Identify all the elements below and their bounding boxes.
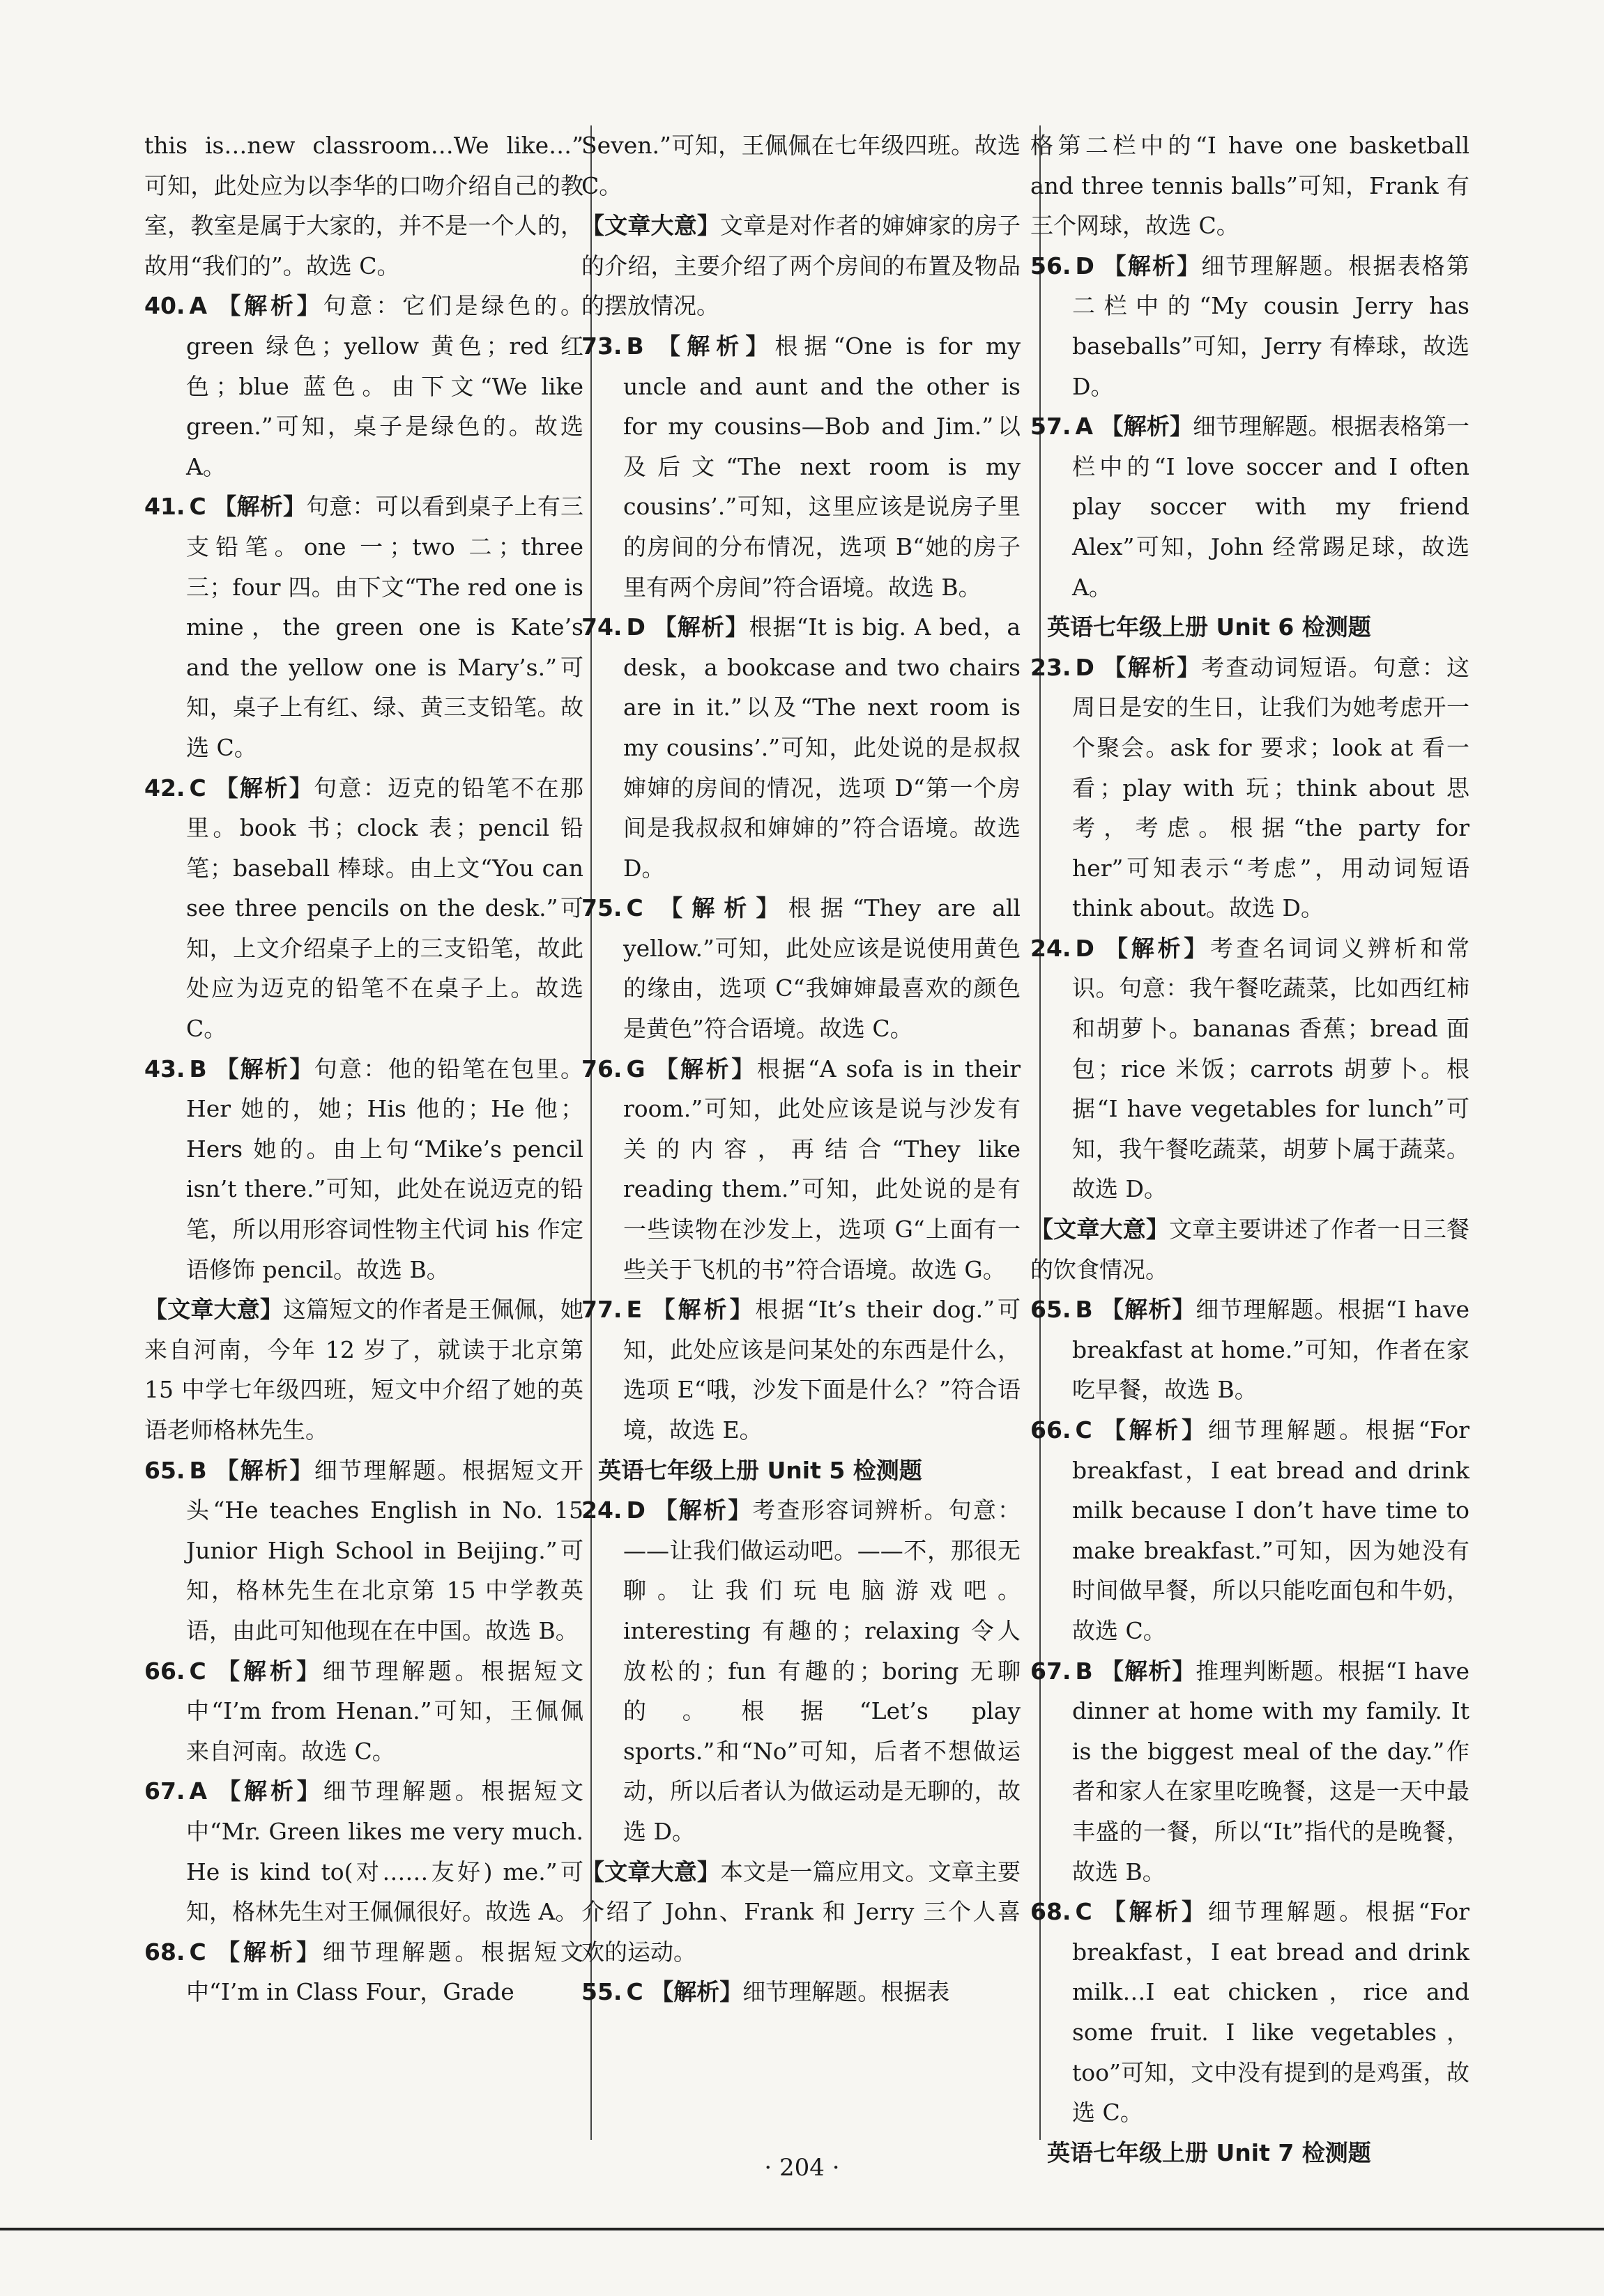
- analysis-text: 细节理解题。根据短文中“Mr. Green likes me very much. He is kind to(对……友好) me.”可知，格林先生对王佩佩很好。故选 A。: [186, 1777, 583, 1926]
- analysis-text: 考查动词短语。句意：这周日是安的生日，让我们为她考虑开一个聚会。ask for 要求；look at 看一看；play with 玩；think about 思考，考虑。根据“the party for her”可知表示“考虑”，用动词短语 think about。故选 D。: [1072, 653, 1470, 922]
- analysis-text: 细节理解题。根据“For breakfast，I eat bread and drink milk because I don’t have time to make breakfast.”可知，因为她没有时间做早餐，所以只能吃面包和牛奶，故选 C。: [1072, 1416, 1470, 1644]
- bottom-rule: [0, 2228, 1604, 2230]
- question-number: 43.: [144, 1055, 185, 1082]
- summary-text: 文章主要讲述了作者一日三餐的饮食情况。: [1030, 1216, 1470, 1283]
- question-number: 41.: [144, 493, 185, 521]
- answer-letter: A: [1075, 413, 1094, 441]
- question-number: 42.: [144, 774, 185, 802]
- answer-letter: C: [1075, 1898, 1092, 1926]
- continued-text: [581, 125, 1021, 206]
- analysis-tag: 【解析】: [653, 613, 749, 641]
- answer-item: [144, 1651, 583, 1772]
- answer-item: [144, 1932, 583, 2012]
- continued-text-body: this is…new classroom…We like…” 可知，此处应为以李华的口吻介绍自己的教室，教室是属于大家的，并不是一个人的，故用“我们的”。故选 C。: [144, 132, 583, 280]
- answer-letter: C: [189, 493, 206, 521]
- question-number: 55.: [581, 1978, 622, 2006]
- analysis-text: 根据“They are all yellow.”可知，此处应该是说使用黄色的缘由，选项 C“我婶婶最喜欢的颜色是黄色”符合语境。故选 C。: [623, 894, 1021, 1043]
- continued-text: [144, 125, 583, 286]
- question-number: 68.: [144, 1938, 185, 1966]
- answer-item: [581, 1490, 1021, 1851]
- analysis-tag: 【解析】: [655, 1055, 757, 1082]
- column-right: [1030, 125, 1469, 2173]
- analysis-text: 句意：它们是绿色的。green 绿色；yellow 黄色；red 红色；blue 蓝色。由下文“We like green.”可知，桌子是绿色的。故选 A。: [186, 292, 583, 480]
- answer-letter: C: [189, 1938, 206, 1966]
- article-summary: [144, 1289, 583, 1450]
- analysis-tag: 【解析】: [1101, 1296, 1196, 1324]
- answer-item: [581, 1289, 1021, 1450]
- analysis-text: 考查形容词辨析。句意：——让我们做运动吧。——不，那很无聊。让我们玩电脑游戏吧。interesting 有趣的；relaxing 令人放松的；fun 有趣的；boring 无聊的。根据“Let’s play sports.”和“No”可知，后者不想做运动，所以后者认为做运动是无聊的，故选 D。: [623, 1497, 1021, 1845]
- question-number: 40.: [144, 292, 185, 320]
- analysis-tag: 【解析】: [1103, 653, 1202, 681]
- analysis-tag: 【解析】: [1101, 1657, 1196, 1685]
- analysis-tag: 【解析】: [1103, 252, 1202, 280]
- answer-letter: A: [189, 1777, 208, 1805]
- analysis-tag: 【解析】: [1105, 934, 1210, 962]
- question-number: 24.: [1030, 934, 1071, 962]
- summary-tag: 【文章大意】: [581, 212, 720, 240]
- answer-letter: D: [626, 1497, 646, 1524]
- answer-letter: C: [626, 1978, 643, 2006]
- article-summary: [581, 1852, 1021, 1973]
- question-number: 77.: [581, 1296, 622, 1324]
- section-heading: 英语七年级上册 Unit 7 检测题: [1047, 2138, 1371, 2166]
- analysis-tag: 【解析】: [1102, 1898, 1208, 1926]
- answer-letter: B: [1075, 1657, 1093, 1685]
- analysis-tag: 【解析】: [657, 332, 775, 360]
- summary-text: 这篇短文的作者是王佩佩，她来自河南，今年 12 岁了，就读于北京第 15 中学七年级四班，短文中介绍了她的英语老师格林先生。: [144, 1296, 584, 1444]
- answer-item: [144, 1049, 583, 1290]
- answer-letter: A: [189, 292, 208, 320]
- answer-item: [1030, 246, 1469, 406]
- analysis-tag: 【解析】: [652, 1296, 756, 1324]
- answer-item: [581, 1972, 1021, 2012]
- analysis-text: 推理判断题。根据“I have dinner at home with my family. It is the biggest meal of the day.”作者和家人在家里吃晚餐，这是一天中最丰盛的一餐，所以“It”指代的是晚餐，故选 B。: [1072, 1657, 1470, 1885]
- analysis-tag: 【解析】: [650, 1978, 743, 2006]
- analysis-text: 句意：迈克的铅笔不在那里。book 书；clock 表；pencil 铅笔；baseball 棒球。由上文“You can see three pencils on the desk.”可知，上文介绍桌子上的三支铅笔，故此处应为迈克的铅笔不在桌子上。故选 C。: [186, 774, 584, 1043]
- answer-letter: C: [1075, 1416, 1092, 1444]
- article-summary: [581, 206, 1021, 326]
- answer-item: [581, 1049, 1021, 1290]
- answer-item: [144, 286, 583, 487]
- question-number: 57.: [1030, 413, 1071, 441]
- question-number: 74.: [581, 613, 622, 641]
- answer-letter: E: [626, 1296, 643, 1324]
- question-number: 56.: [1030, 252, 1071, 280]
- answer-item: [1030, 406, 1469, 607]
- answer-letter: B: [189, 1456, 207, 1484]
- answer-item: [1030, 1651, 1469, 1892]
- answer-letter: C: [626, 894, 643, 922]
- summary-tag: 【文章大意】: [144, 1296, 283, 1324]
- answer-item: [1030, 1289, 1469, 1410]
- analysis-text: 细节理解题。根据“For breakfast，I eat bread and drink milk…I eat chicken，rice and some fruit. I like vegetables，too”可知，文中没有提到的是鸡蛋，故选 C。: [1072, 1898, 1470, 2127]
- analysis-text: 根据“It is big. A bed，a desk，a bookcase and two chairs are in it.”以及“The next room is my cousins’.”可知，此处说的是叔叔婶婶的房间的情况，选项 D“第一个房间是我叔叔和婶婶的”符合语境。故选 D。: [623, 613, 1021, 882]
- question-number: 67.: [1030, 1657, 1071, 1685]
- analysis-tag: 【解析】: [215, 1456, 314, 1484]
- answer-item: [1030, 928, 1469, 1209]
- analysis-tag: 【解析】: [217, 1777, 323, 1805]
- answer-item: [144, 1451, 583, 1651]
- answer-letter: D: [1075, 252, 1094, 280]
- analysis-text: 根据“It’s their dog.”可知，此处应该是问某处的东西是什么，选项 E“哦，沙发下面是什么？”符合语境，故选 E。: [623, 1296, 1021, 1444]
- summary-tag: 【文章大意】: [581, 1858, 720, 1885]
- question-number: 66.: [1030, 1416, 1071, 1444]
- question-number: 68.: [1030, 1898, 1071, 1926]
- question-number: 65.: [144, 1456, 185, 1484]
- analysis-text: 细节理解题。根据短文中“I’m from Henan.”可知，王佩佩来自河南。故选 C。: [186, 1657, 584, 1765]
- analysis-tag: 【解析】: [654, 1497, 753, 1524]
- analysis-text: 细节理解题。根据“I have breakfast at home.”可知，作者在家吃早餐，故选 B。: [1072, 1296, 1470, 1404]
- question-number: 73.: [581, 332, 622, 360]
- question-number: 75.: [581, 894, 622, 922]
- answer-letter: B: [189, 1055, 207, 1082]
- article-summary: [1030, 1209, 1469, 1289]
- analysis-tag: 【解析】: [217, 1938, 323, 1966]
- analysis-tag: 【解析】: [215, 1055, 314, 1082]
- analysis-tag: 【解析】: [659, 894, 788, 922]
- answer-item: [1030, 1892, 1469, 2133]
- summary-tag: 【文章大意】: [1030, 1216, 1169, 1243]
- section-heading: 英语七年级上册 Unit 6 检测题: [1047, 613, 1371, 641]
- continued-text-body: 格第二栏中的“I have one basketball and three tennis balls”可知，Frank 有三个网球，故选 C。: [1030, 132, 1469, 240]
- answer-item: [144, 1771, 583, 1931]
- continued-text: [1030, 125, 1469, 246]
- analysis-tag: 【解析】: [1102, 1416, 1208, 1444]
- analysis-text: 句意：他的铅笔在包里。Her 她的，她；His 他的；He 他；Hers 她的。由上句“Mike’s pencil isn’t there.”可知，此处在说迈克的铅笔，所以用形容词性物主代词 his 作定语修饰 pencil。故选 B。: [186, 1055, 584, 1283]
- analysis-tag: 【解析】: [1100, 413, 1193, 441]
- summary-text: 文章是对作者的婶婶家的房子的介绍，主要介绍了两个房间的布置及物品的摆放情况。: [581, 212, 1021, 320]
- answer-letter: B: [1075, 1296, 1093, 1324]
- answer-item: [581, 326, 1021, 607]
- answer-letter: C: [189, 1657, 206, 1685]
- analysis-text: 根据“One is for my uncle and aunt and the other is for my cousins—Bob and Jim.”以及后文“The next room is my cousins’.”可知，这里应该是说房子里的房间的分布情况，选项 B“她的房子里有两个房间”符合语境。故选 B。: [623, 332, 1021, 601]
- analysis-text: 句意：可以看到桌子上有三支铅笔。one 一；two 二；three 三；four 四。由下文“The red one is mine，the green one is Kate’s and the yellow one is Mary’s.”可知，桌子上有红、绿、黄三支铅笔。故选 C。: [186, 493, 583, 761]
- answer-letter: D: [626, 613, 646, 641]
- analysis-text: 根据“A sofa is in their room.”可知，此处应该是说与沙发有关的内容，再结合“They like reading them.”可知，此处说的是有一些读物在沙发上，选项 G“上面有一些关于飞机的书”符合语境。故选 G。: [623, 1055, 1021, 1283]
- answer-letter: G: [626, 1055, 646, 1082]
- analysis-tag: 【解析】: [217, 292, 323, 320]
- answer-letter: B: [626, 332, 644, 360]
- question-number: 67.: [144, 1777, 185, 1805]
- question-number: 23.: [1030, 653, 1071, 681]
- answer-item: [144, 487, 583, 767]
- answer-item: [1030, 648, 1469, 928]
- column-middle: [581, 125, 1021, 2012]
- answer-item: [144, 768, 583, 1049]
- answer-item: [581, 888, 1021, 1048]
- continued-text-body: Seven.”可知，王佩佩在七年级四班。故选 C。: [581, 132, 1021, 199]
- analysis-text: 细节理解题。根据表格第二栏中的“My cousin Jerry has baseballs”可知，Jerry 有棒球，故选 D。: [1072, 252, 1470, 400]
- analysis-tag: 【解析】: [215, 774, 314, 802]
- analysis-text: 细节理解题。根据短文开头“He teaches English in No. 15 Junior High School in Beijing.”可知，格林先生在北京第 15 中学教英语，由此可知他现在在中国。故选 B。: [186, 1456, 584, 1644]
- page-number: · 204 ·: [764, 2154, 840, 2182]
- answer-item: [1030, 1410, 1469, 1651]
- question-number: 24.: [581, 1497, 622, 1524]
- answer-letter: D: [1075, 934, 1094, 962]
- analysis-text: 细节理解题。根据表: [742, 1978, 950, 2006]
- column-left: [144, 125, 583, 2012]
- analysis-text: 细节理解题。根据表格第一栏中的“I love soccer and I often play soccer with my friend Alex”可知，John 经常踢足球，故选 A。: [1072, 413, 1470, 601]
- answer-letter: C: [189, 774, 206, 802]
- summary-text: 本文是一篇应用文。文章主要介绍了 John、Frank 和 Jerry 三个人喜欢的运动。: [581, 1858, 1021, 1966]
- analysis-text: 考查名词词义辨析和常识。句意：我午餐吃蔬菜，比如西红柿和胡萝卜。bananas 香蕉；bread 面包；rice 米饭；carrots 胡萝卜。根据“I have vegetables for lunch”可知，我午餐吃蔬菜，胡萝卜属于蔬菜。故选 D。: [1072, 934, 1469, 1203]
- question-number: 66.: [144, 1657, 185, 1685]
- question-number: 65.: [1030, 1296, 1071, 1324]
- section-heading: 英语七年级上册 Unit 5 检测题: [598, 1456, 922, 1484]
- answer-letter: D: [1075, 653, 1094, 681]
- analysis-tag: 【解析】: [217, 1657, 323, 1685]
- answer-item: [581, 607, 1021, 888]
- analysis-tag: 【解析】: [213, 493, 307, 521]
- analysis-text: 细节理解题。根据短文中“I’m in Class Four，Grade: [186, 1938, 584, 2006]
- question-number: 76.: [581, 1055, 622, 1082]
